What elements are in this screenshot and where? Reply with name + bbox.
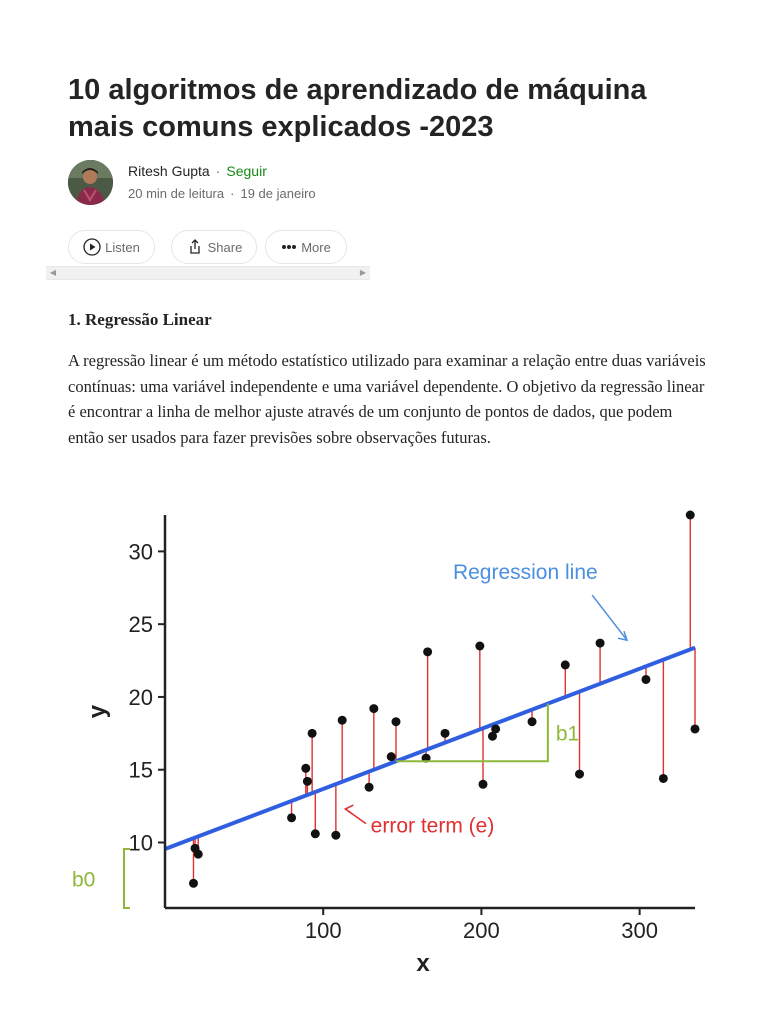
data-point xyxy=(301,764,310,773)
section-paragraph: A regressão linear é um método estatístico utilizado para examinar a relação entre duas variáveis contínuas: uma variável independente e uma variável dependente. O objetivo da regressão linear é encontrar a linha de melhor ajuste através de um conjunto de pontos de dados, que podem então ser usados para fazer previsões sobre observações futuras. xyxy=(68,351,706,447)
share-label: Share xyxy=(207,239,243,255)
data-point xyxy=(479,780,488,789)
data-point xyxy=(686,511,695,520)
annotations xyxy=(72,561,627,908)
data-point xyxy=(423,647,432,656)
data-point xyxy=(641,675,650,684)
separator-dot: · xyxy=(215,163,221,179)
article-meta xyxy=(128,185,316,203)
x-axis-label: x xyxy=(416,950,430,977)
data-point xyxy=(194,850,203,859)
author-name[interactable]: Ritesh Gupta xyxy=(128,163,210,179)
data-point xyxy=(189,879,198,888)
data-point xyxy=(311,829,320,838)
author-avatar[interactable] xyxy=(68,160,113,205)
more-button[interactable] xyxy=(265,230,347,264)
data-point xyxy=(331,831,340,840)
data-point xyxy=(441,729,450,738)
listen-button[interactable] xyxy=(68,230,155,264)
axes xyxy=(84,515,695,977)
data-point xyxy=(308,729,317,738)
data-point xyxy=(365,783,374,792)
y-tick-label: 20 xyxy=(128,684,153,710)
follow-link[interactable]: Seguir xyxy=(226,163,267,179)
y-tick-label: 10 xyxy=(128,830,153,856)
data-point xyxy=(303,777,312,786)
more-dots-icon xyxy=(281,244,297,250)
article-title: 10 algoritmos de aprendizado de máquina mais comuns explicados -2023 xyxy=(68,74,647,143)
play-circle-icon xyxy=(83,238,101,256)
data-point xyxy=(691,724,700,733)
horizontal-scrollbar[interactable] xyxy=(46,266,370,280)
more-label: More xyxy=(301,239,331,255)
share-button[interactable] xyxy=(171,230,257,264)
data-point xyxy=(528,717,537,726)
data-point xyxy=(391,717,400,726)
avatar-image xyxy=(68,160,113,205)
publish-date: 19 de janeiro xyxy=(240,186,316,201)
data-point xyxy=(491,724,500,733)
scroll-right-icon[interactable]: ▶ xyxy=(359,268,367,277)
data-point xyxy=(387,752,396,761)
scroll-left-icon[interactable]: ◀ xyxy=(49,268,57,277)
data-point xyxy=(338,716,347,725)
read-time: 20 min de leitura xyxy=(128,186,225,201)
y-tick-label: 15 xyxy=(128,757,153,783)
intercept-label: b0 xyxy=(72,868,96,892)
regression-chart xyxy=(60,505,710,985)
data-point xyxy=(596,639,605,648)
error-term-label: error term (e) xyxy=(370,814,495,838)
y-tick-label: 25 xyxy=(128,612,153,638)
listen-label: Listen xyxy=(105,239,140,255)
author-row xyxy=(128,162,267,180)
regression-label-arrow xyxy=(592,595,627,640)
data-point xyxy=(475,642,484,651)
error-label-arrowhead xyxy=(345,805,353,814)
intercept-bracket xyxy=(124,849,130,908)
x-tick-label: 100 xyxy=(304,918,342,943)
y-axis-label: y xyxy=(84,704,111,719)
separator-dot: · xyxy=(230,186,235,201)
regression-figure xyxy=(60,505,710,985)
y-tick-label: 30 xyxy=(128,539,153,565)
slope-label: b1 xyxy=(555,722,580,746)
x-tick-label: 200 xyxy=(463,918,500,943)
data-point xyxy=(561,660,570,669)
data-point xyxy=(369,704,378,713)
regression-line-label: Regression line xyxy=(452,561,598,585)
data-point xyxy=(659,774,668,783)
data-point xyxy=(287,813,296,822)
x-tick-label: 300 xyxy=(621,918,658,943)
data-point xyxy=(575,770,584,779)
share-icon xyxy=(186,238,204,256)
section-heading: 1. Regressão Linear xyxy=(68,310,212,329)
